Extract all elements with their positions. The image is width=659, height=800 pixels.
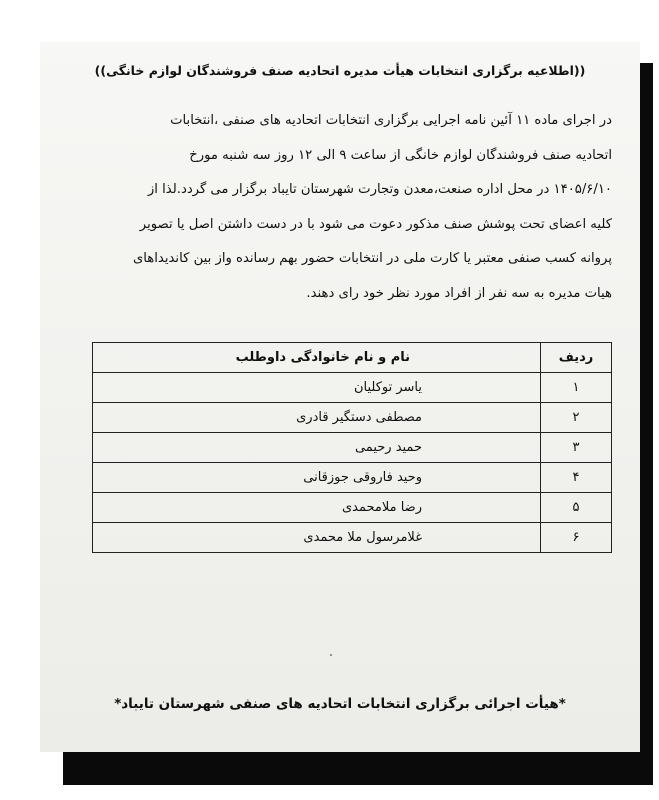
candidate-name: مصطفی دستگیر قادری [93,403,541,433]
speck-mark [330,654,332,656]
body-line: هیات مدیره به سه نفر از افراد مورد نظر خود رای دهند. [306,285,612,301]
header-candidate-name: نام و نام خانوادگی داوطلب [93,343,541,373]
table-row [93,433,612,463]
body-line: کلیه اعضای تحت پوشش صنف مذکور دعوت می شود با در دست داشتن اصل یا تصویر [139,216,612,232]
notice-document [40,42,640,752]
row-number: ۳ [541,433,612,463]
candidate-name: غلامرسول ملا محمدی [93,523,541,553]
table-row [93,463,612,493]
candidates-table [92,342,612,553]
body-line: ۱۴۰۵/۶/۱۰ در محل اداره صنعت،معدن وتجارت شهرستان تایباد برگزار می گردد.لذا از [147,182,612,198]
body-line: پروانه کسب صنفی معتبر یا کارت ملی در انتخابات حضور بهم رسانده واز بین کاندیداهای [132,251,612,267]
candidate-name: وحید فاروقی جوزقانی [93,463,541,493]
candidate-name: یاسر توکلیان [93,373,541,403]
row-number: ۵ [541,493,612,523]
table-row [93,403,612,433]
row-number: ۲ [541,403,612,433]
row-number: ۱ [541,373,612,403]
header-row-number: ردیف [541,343,612,373]
issuer-signature: *هیأت اجرائی برگزاری انتخابات اتحادیه های صنفی شهرستان تایباد* [114,696,566,712]
body-line: در اجرای ماده ۱۱ آئین نامه اجرایی برگزاری انتخابات اتحادیه های صنفی ،انتخابات [170,113,612,128]
table-row [93,373,612,403]
table-row [93,493,612,523]
notice-body [74,104,612,312]
row-number: ۴ [541,463,612,493]
candidate-name: حمید رحیمی [93,433,541,463]
body-line: اتحادیه صنف فروشندگان لوازم خانگی از ساعت ۹ الی ۱۲ روز سه شنبه مورخ [189,147,612,163]
row-number: ۶ [541,523,612,553]
table-row [93,523,612,553]
candidate-name: رضا ملامحمدی [93,493,541,523]
table-header-row [93,343,612,373]
notice-title: ((اطلاعیه برگزاری انتخابات هیأت مدیره اتحادیه صنف فروشندگان لوازم خانگی)) [94,63,586,78]
